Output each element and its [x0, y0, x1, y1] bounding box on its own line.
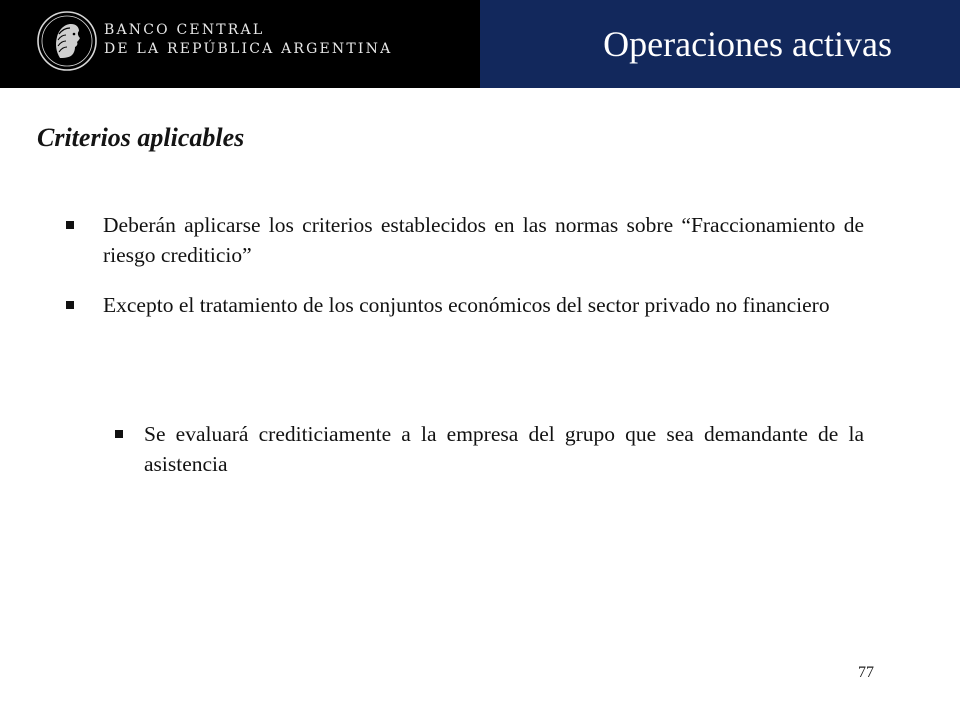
square-bullet-icon [66, 221, 74, 229]
page-number: 77 [858, 664, 874, 681]
section-title: Criterios aplicables [37, 123, 245, 152]
bullet-item [103, 210, 864, 270]
bank-name-line1: BANCO CENTRAL [104, 22, 265, 38]
header-left-band [0, 0, 480, 88]
bullet-item [103, 290, 864, 320]
bullet-text: Excepto el tratamiento de los conjuntos económicos del sector privado no financiero [103, 293, 830, 317]
bullet-text: Deberán aplicarse los criterios establecidos en las normas sobre “Fraccionamiento de riesgo crediticio” [103, 213, 864, 267]
bank-name-line2: DE LA REPÚBLICA ARGENTINA [104, 41, 393, 57]
bcra-emblem-icon [36, 10, 98, 72]
square-bullet-icon [115, 430, 123, 438]
slide-title: Operaciones activas [603, 24, 892, 64]
sub-bullet-item [144, 419, 864, 479]
bullet-text: Se evaluará crediticiamente a la empresa del grupo que sea demandante de la asistencia [144, 422, 864, 476]
slide-header [0, 0, 960, 88]
square-bullet-icon [66, 301, 74, 309]
